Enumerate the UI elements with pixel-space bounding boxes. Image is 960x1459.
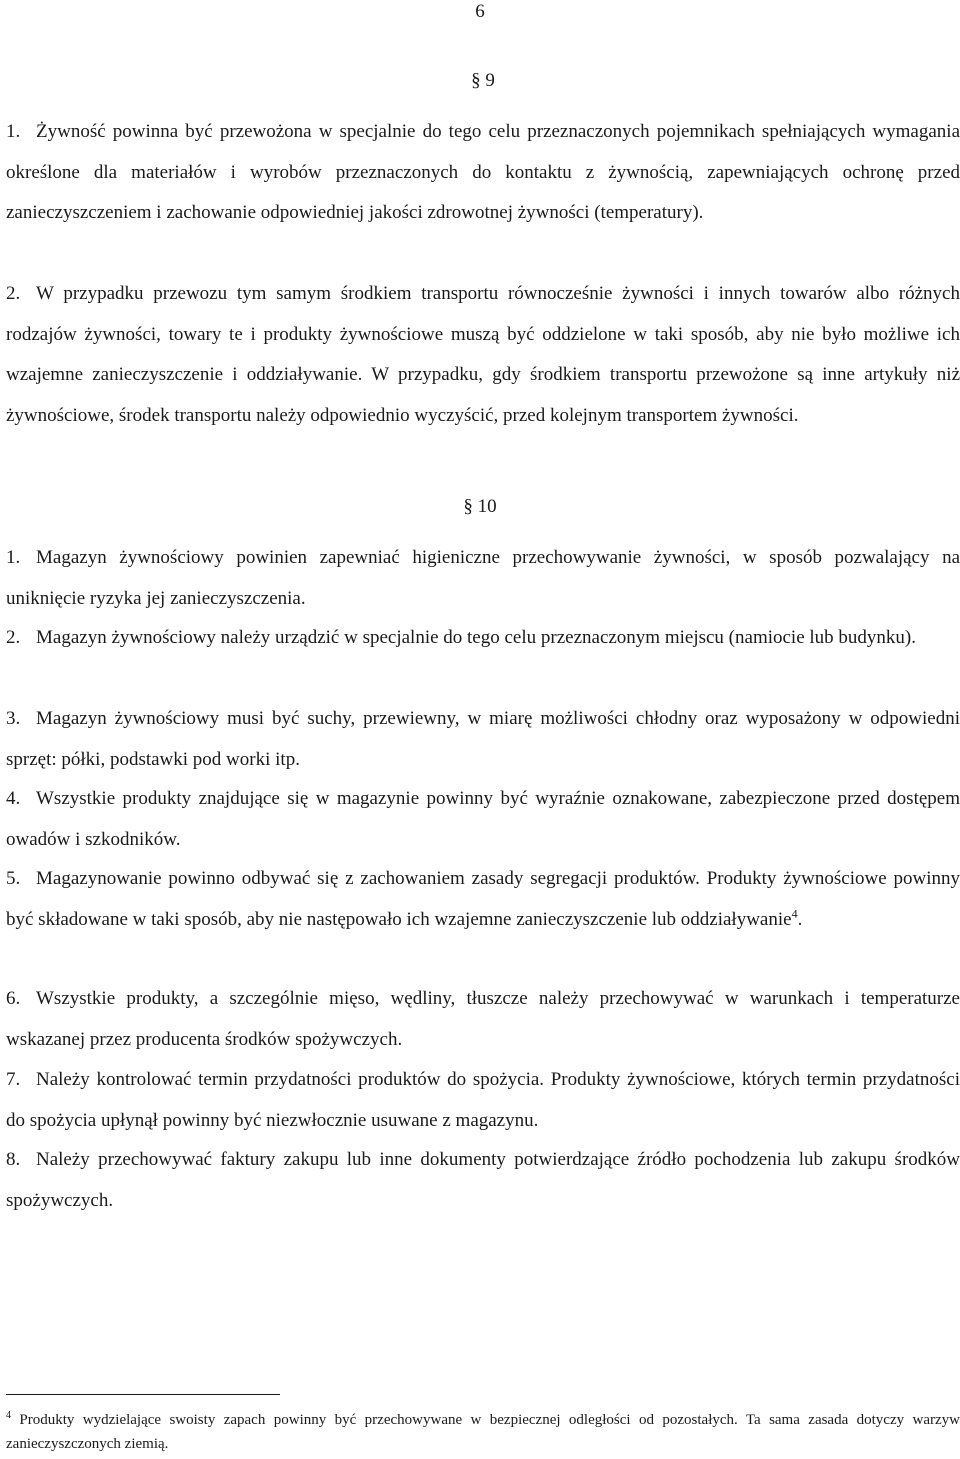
item-text: Magazyn żywnościowy należy urządzić w specjalnie do tego celu przeznaczonym miejscu (namiocie lub budynku). (36, 627, 917, 648)
item-number: 8. (6, 1149, 21, 1170)
section-heading-9-text: § 9 (471, 70, 495, 91)
item-text: Magazynowanie powinno odbywać się z zachowaniem zasady segregacji produktów. Produkty żywnościowe powinny być składowane w taki sposób, aby nie następowało ich wzajemne zanieczyszczenie lub oddziaływanie (6, 868, 960, 930)
footnote-mark: 4 (6, 1410, 11, 1421)
section10-item-7 (6, 1060, 960, 1141)
item-number: 3. (6, 708, 21, 729)
item-number: 7. (6, 1069, 21, 1090)
item-text: Wszystkie produkty znajdujące się w magazynie powinny być wyraźnie oznakowane, zabezpieczone przed dostępem owadów i szkodników. (6, 788, 960, 850)
item-number: 2. (6, 283, 21, 304)
section10-item-6 (6, 979, 960, 1060)
item-text: Żywność powinna być przewożona w specjalnie do tego celu przeznaczonych pojemnikach spełniających wymagania określone dla materiałów i wyrobów przeznaczonych do kontaktu z żywnością, zapewniających ochronę przed zanieczyszczeniem i zachowanie odpowiedniej jakości zdrowotnej żywności (temperatury). (6, 121, 960, 223)
footnote (6, 1408, 960, 1456)
item-number: 4. (6, 788, 21, 809)
item-number: 1. (6, 547, 21, 568)
item-number: 2. (6, 627, 21, 648)
section-heading-10-text: § 10 (463, 496, 497, 517)
item-number: 6. (6, 988, 21, 1009)
section-heading-9 (0, 68, 960, 94)
section10-item-2 (6, 618, 960, 659)
section10-item-1 (6, 538, 960, 619)
section9-item-1 (6, 112, 960, 234)
section9-item-2 (6, 274, 960, 436)
item-text: Magazyn żywnościowy musi być suchy, przewiewny, w miarę możliwości chłodny oraz wyposażony w odpowiedni sprzęt: półki, podstawki pod worki itp. (6, 708, 960, 770)
section10-item-5 (6, 859, 960, 940)
footnote-text: Produkty wydzielające swoisty zapach powinny być przechowywane w bezpiecznej odległości od pozostałych. Ta sama zasada dotyczy warzyw zanieczyszczonych ziemią. (6, 1412, 960, 1452)
item-text: Należy przechowywać faktury zakupu lub inne dokumenty potwierdzające źródło pochodzenia lub zakupu środków spożywczych. (6, 1149, 960, 1211)
item-text: Należy kontrolować termin przydatności produktów do spożycia. Produkty żywnościowe, których termin przydatności do spożycia upłynął powinny być niezwłocznie usuwane z magazynu. (6, 1069, 960, 1131)
section10-item-8 (6, 1140, 960, 1221)
item-text: W przypadku przewozu tym samym środkiem transportu równocześnie żywności i innych towarów albo różnych rodzajów żywności, towary te i produkty żywnościowe muszą być oddzielone w taki sposób, aby nie było możliwe ich wzajemne zanieczyszczenie i oddziaływanie. W przypadku, gdy środkiem transportu przewożone są inne artykuły niż żywnościowe, środek transportu należy odpowiednio wyczyścić, przed kolejnym transportem żywności. (6, 283, 960, 426)
section10-item-4 (6, 779, 960, 860)
item-text: Magazyn żywnościowy powinien zapewniać higieniczne przechowywanie żywności, w sposób pozwalający na uniknięcie ryzyka jej zanieczyszczenia. (6, 547, 960, 609)
item-number: 1. (6, 121, 21, 142)
item-text: Wszystkie produkty, a szczególnie mięso, wędliny, tłuszcze należy przechowywać w warunkach i temperaturze wskazanej przez producenta środków spożywczych. (6, 988, 960, 1050)
item-number: 5. (6, 868, 21, 889)
section-heading-10 (0, 494, 960, 520)
item-text-end: . (797, 908, 803, 930)
page-number: 6 (475, 1, 485, 22)
section10-item-3 (6, 699, 960, 780)
footnote-reference: 4 (791, 906, 798, 921)
footnote-divider (6, 1394, 280, 1395)
